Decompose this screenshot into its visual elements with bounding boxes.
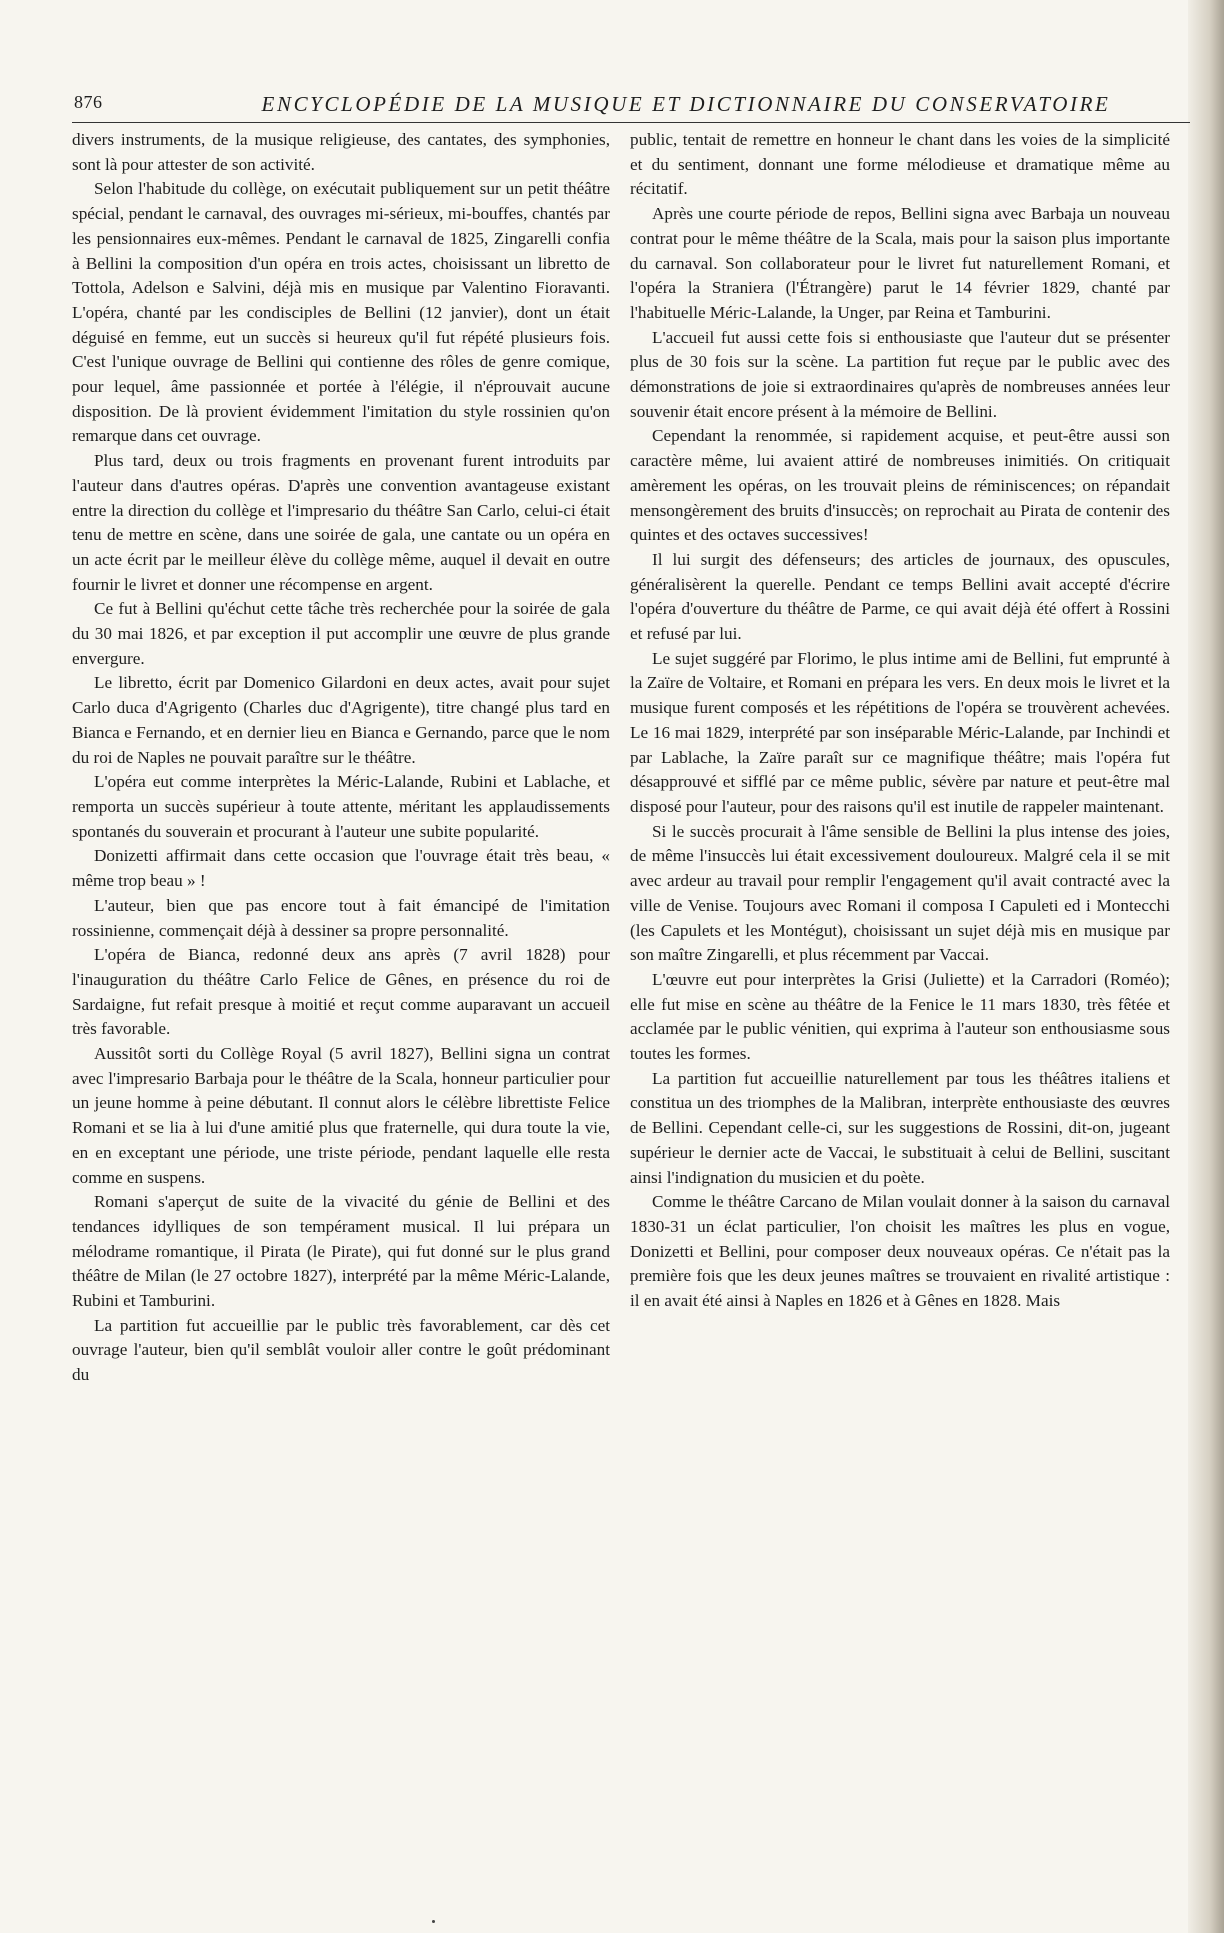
paragraph: public, tentait de remettre en honneur le chant dans les voies de la simplicité et du sentiment, donnant une forme mélodieuse et dramatique même au récitatif. [630, 130, 1170, 199]
paragraph: L'œuvre eut pour interprètes la Grisi (Juliette) et la Carradori (Roméo); elle fut mise en scène au théâtre de la Fenice le 11 mars 1830, très fêtée et acclamée par le public vénitien, qui exprima à l'auteur son enthousiasme sous toutes les formes. [630, 969, 1170, 1064]
paragraph: L'auteur, bien que pas encore tout à fait émancipé de l'imitation rossinienne, commençait déjà à dessiner sa propre personnalité. [72, 895, 610, 940]
text-column-left [72, 128, 610, 1903]
paragraph: La partition fut accueillie par le public très favorablement, car dès cet ouvrage l'auteur, bien qu'il semblât vouloir aller contre le goût prédominant du [72, 1315, 610, 1385]
page-number: 876 [74, 92, 103, 112]
paragraph: Le sujet suggéré par Florimo, le plus intime ami de Bellini, fut emprunté à la Zaïre de Voltaire, et Romani en prépara les vers. En deux mois le livret et la musique furent composés et les répétitions de l'opéra se trouvèrent achevées. Le 16 mai 1829, interprété par son inséparable Méric-Lalande, par Inchindi et par Lablache, la Zaïre paraît sur ce magnifique théâtre; mais l'opéra fut désapprouvé et sifflé par ce même public, sévère par nature et peut-être mal disposé pour l'auteur, pour des raisons qu'il est inutile de rappeler maintenant. [630, 648, 1170, 816]
paragraph: Si le succès procurait à l'âme sensible de Bellini la plus intense des joies, de même l'insuccès lui était excessivement douloureux. Malgré cela il se mit avec ardeur au travail pour remplir l'engagement qu'il avait contracté avec la ville de Venise. Toujours avec Romani il composa I Capuleti ed i Montecchi (les Capulets et les Montégut), choisissant un sujet déjà mis en musique par son maître Zingarelli, et plus récemment par Vaccai. [630, 821, 1170, 965]
paragraph: La partition fut accueillie naturellement par tous les théâtres italiens et constitua un des triomphes de la Malibran, interprète enthousiaste des œuvres de Bellini. Cependant celle-ci, sur les suggestions de Rossini, dit-on, jugeant supérieur le dernier acte de Vaccai, le substituait à celui de Bellini, suscitant ainsi l'indignation du musicien et du poète. [630, 1068, 1170, 1187]
paragraph: Comme le théâtre Carcano de Milan voulait donner à la saison du carnaval 1830-31 un éclat particulier, l'on choisit les maîtres les plus en vogue, Donizetti et Bellini, pour composer deux nouveaux opéras. Ce n'était pas la première fois que les deux jeunes maîtres se trouvaient en rivalité artistique : il en avait été ainsi à Naples en 1826 et à Gênes en 1828. Mais [630, 1192, 1170, 1311]
text-column-right [630, 128, 1170, 1903]
paragraph: L'opéra de Bianca, redonné deux ans après (7 avril 1828) pour l'inauguration du théâtre Carlo Felice de Gênes, en présence du roi de Sardaigne, fut refait presque à moitié et reçut comme auparavant un accueil très favorable. [72, 945, 610, 1039]
paragraph: L'accueil fut aussi cette fois si enthousiaste que l'auteur dut se présenter plus de 30 fois sur la scène. La partition fut reçue par le public avec des démonstrations de joie si extraordinaires qu'après de nombreuses années leur souvenir était encore présent à la mémoire de Bellini. [630, 327, 1170, 421]
page-speck [432, 1920, 435, 1923]
paragraph: Selon l'habitude du collège, on exécutait publiquement sur un petit théâtre spécial, pendant le carnaval, des ouvrages mi-sérieux, mi-bouffes, chantés par les pensionnaires eux-mêmes. Pendant le carnaval de 1825, Zingarelli confia à Bellini la composition d'un opéra en trois actes, choisissant un libretto de Tottola, Adelson e Salvini, déjà mis en musique par Valentino Fioravanti. L'opéra, chanté par les condisciples de Bellini (12 janvier), dont un était déguisé en femme, eut un succès si heureux qu'il fut répété plusieurs fois. C'est l'unique ouvrage de Bellini qui contienne des rôles de genre comique, pour lequel, âme passionnée et portée à l'élégie, il n'éprouvait aucune disposition. De là provient évidemment l'imitation du style rossinien qu'on remarque dans cet ouvrage. [72, 179, 610, 446]
paragraph: divers instruments, de la musique religieuse, des cantates, des symphonies, sont là pour attester de son activité. [72, 130, 610, 174]
page-header [72, 92, 1190, 123]
book-spine-shadow [1188, 0, 1224, 1933]
paragraph: Après une courte période de repos, Bellini signa avec Barbaja un nouveau contrat pour le même théâtre de la Scala, mais pour la saison plus importante du carnaval. Son collaborateur pour le livret fut naturellement Romani, et l'opéra la Straniera (l'Étrangère) parut le 14 février 1829, chanté par l'habituelle Méric-Lalande, la Unger, par Reina et Tamburini. [630, 204, 1170, 322]
paragraph: Il lui surgit des défenseurs; des articles de journaux, des opuscules, généralisèrent la querelle. Pendant ce temps Bellini avait accepté d'écrire l'opéra d'ouverture du théâtre de Parme, ce qui avait déjà été offert à Rossini et refusé par lui. [630, 549, 1170, 644]
paragraph: Le libretto, écrit par Domenico Gilardoni en deux actes, avait pour sujet Carlo duca d'Agrigento (Charles duc d'Agrigente), titre changé plus tard en Bianca e Fernando, et en dernier lieu en Bianca e Gernando, parce que le nom du roi de Naples ne pouvait paraître sur le théâtre. [72, 673, 610, 767]
paragraph: Romani s'aperçut de suite de la vivacité du génie de Bellini et des tendances idylliques de son tempérament musical. Il lui prépara un mélodrame romantique, il Pirata (le Pirate), qui fut donné sur le plus grand théâtre de Milan (le 27 octobre 1827), interprété par la même Méric-Lalande, Rubini et Tamburini. [72, 1192, 610, 1311]
paragraph: Aussitôt sorti du Collège Royal (5 avril 1827), Bellini signa un contrat avec l'impresario Barbaja pour le théâtre de la Scala, honneur particulier pour un jeune homme à peine débutant. Il connut alors le célèbre librettiste Felice Romani et se lia à lui d'une amitié plus que fraternelle, qui dura toute la vie, en en exceptant une période, une triste période, pendant laquelle elle resta comme en suspens. [72, 1044, 610, 1187]
paragraph: L'opéra eut comme interprètes la Méric-Lalande, Rubini et Lablache, et remporta un succès supérieur à toute attente, méritant les applaudissements spontanés du souverain et procurant à l'auteur une subite popularité. [72, 772, 610, 841]
paragraph: Ce fut à Bellini qu'échut cette tâche très recherchée pour la soirée de gala du 30 mai 1826, et par exception il put accomplir une œuvre de plus grande envergure. [72, 599, 610, 668]
paragraph: Plus tard, deux ou trois fragments en provenant furent introduits par l'auteur dans d'autres opéras. D'après une convention avantageuse existant entre la direction du collège et l'impresario du théâtre San Carlo, celui-ci était tenu de mettre en scène, dans une soirée de gala, une cantate ou un opéra en un acte écrit par le meilleur élève du collège même, auquel il devait en outre fournir le livret et donner une récompense en argent. [72, 451, 610, 594]
paragraph: Donizetti affirmait dans cette occasion que l'ouvrage était très beau, « même trop beau » ! [72, 846, 610, 891]
paragraph: Cependant la renommée, si rapidement acquise, et peut-être aussi son caractère même, lui avaient attiré de nombreuses inimitiés. On critiquait amèrement les opéras, on les trouvait pleins de réminiscences; on répandait mensongèrement des bruits d'insuccès; on reprochait au Pirata de contenir des quintes et des octaves successives! [630, 426, 1170, 545]
running-title: ENCYCLOPÉDIE DE LA MUSIQUE ET DICTIONNAIRE DU CONSERVATOIRE [261, 92, 1111, 116]
